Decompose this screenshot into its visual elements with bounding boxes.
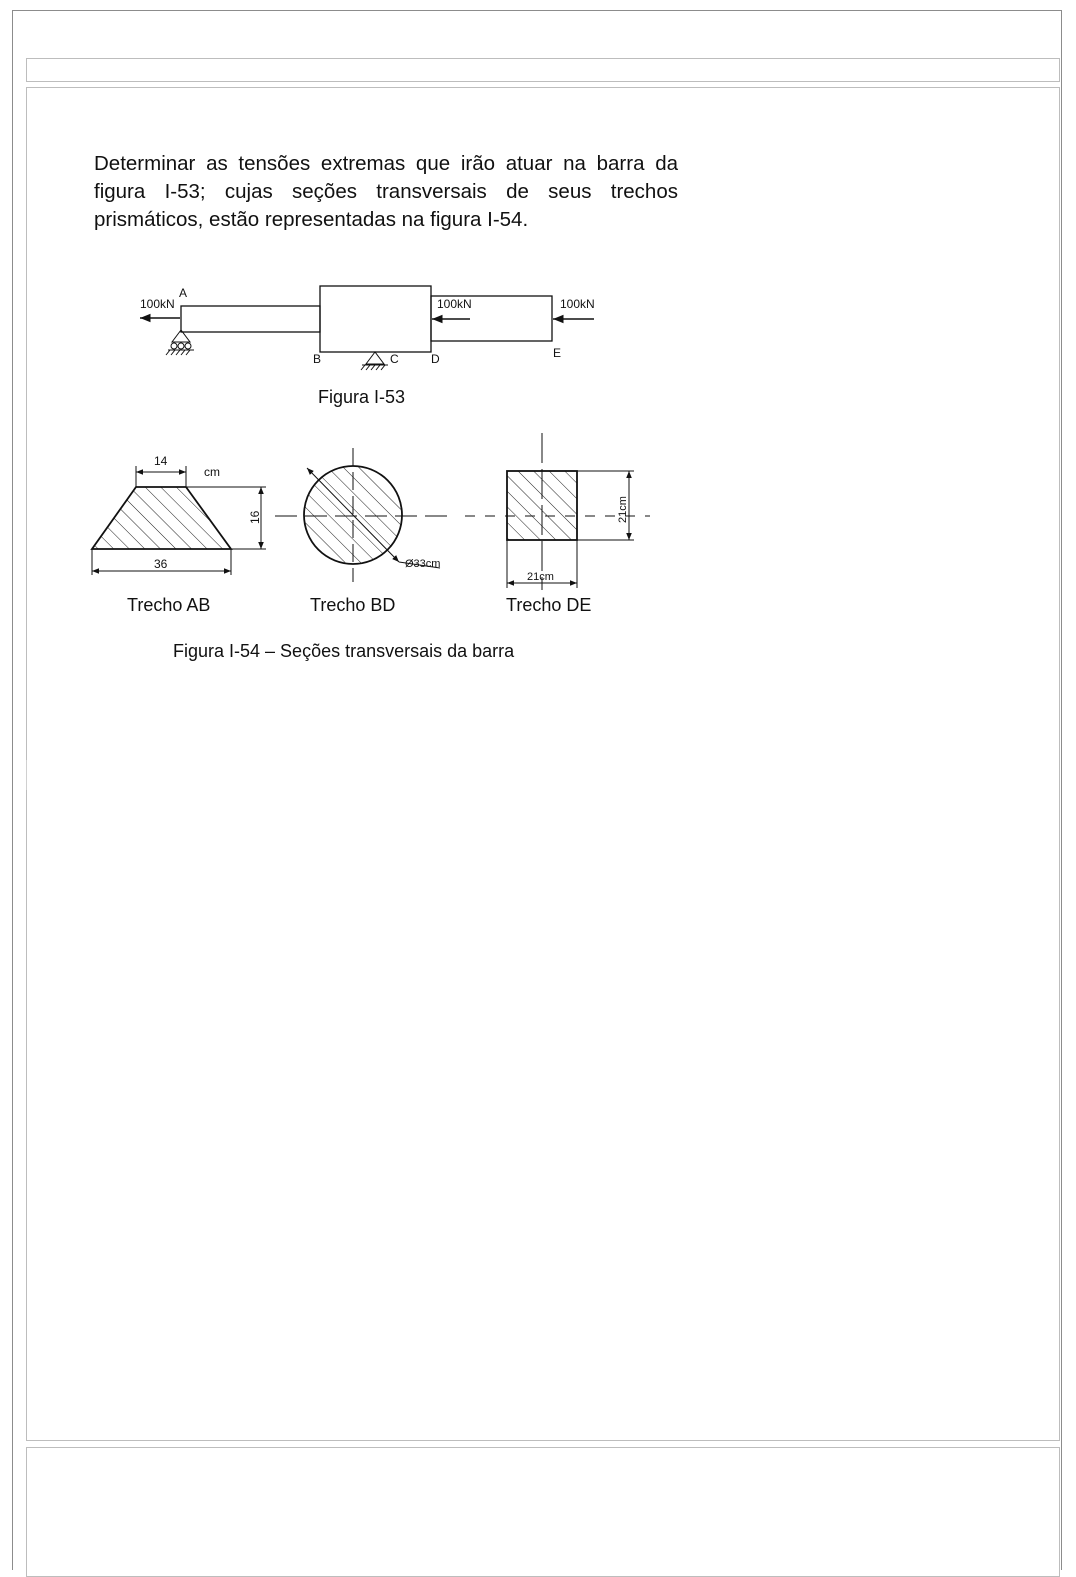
- section-label-ab: Trecho AB: [127, 595, 211, 615]
- trapezoid-base-dimension: 36: [154, 557, 168, 571]
- section-label-de: Trecho DE: [506, 595, 592, 615]
- unit-label: cm: [204, 465, 220, 479]
- load-label-right: 100kN: [560, 297, 595, 311]
- square-height-dimension: 21cm: [617, 496, 629, 523]
- figures: [0, 0, 1076, 700]
- point-label-c: C: [390, 352, 399, 366]
- circle-diameter-dimension: Ø33cm: [405, 558, 441, 570]
- roller-support-a: [166, 320, 194, 355]
- point-label-b: B: [313, 352, 322, 366]
- pin-support-c: [361, 352, 388, 370]
- section-label-bd: Trecho BD: [310, 595, 396, 615]
- bar-segment-bd: [320, 286, 431, 352]
- bar-segment-ab: [181, 306, 320, 332]
- load-label-mid: 100kN: [437, 297, 472, 311]
- question-text: Determinar as tensões extremas que irão atuar na barra da figura I-53; cujas seções transversais de seus trechos prismáticos, estão representadas na figura I-54.: [94, 152, 678, 231]
- trapezoid-height-dimension: 16: [248, 510, 262, 524]
- figure-54-cross-sections: [92, 433, 650, 661]
- section-de-square: [507, 433, 634, 590]
- square-width-dimension: 21cm: [527, 571, 554, 583]
- point-label-a: A: [179, 286, 188, 300]
- point-label-e: E: [553, 346, 562, 360]
- point-label-d: D: [431, 352, 440, 366]
- section-ab-trapezoid: [92, 466, 266, 575]
- figure-53-caption: Figura I-53: [318, 387, 406, 407]
- figure-53-bar-diagram: [140, 286, 595, 407]
- trapezoid-top-dimension: 14: [154, 454, 168, 468]
- footer-panel: [26, 1447, 1060, 1577]
- load-label-left: 100kN: [140, 297, 175, 311]
- margin-mark: [26, 760, 27, 790]
- figure-54-caption: Figura I-54 – Seções transversais da barra: [173, 641, 515, 661]
